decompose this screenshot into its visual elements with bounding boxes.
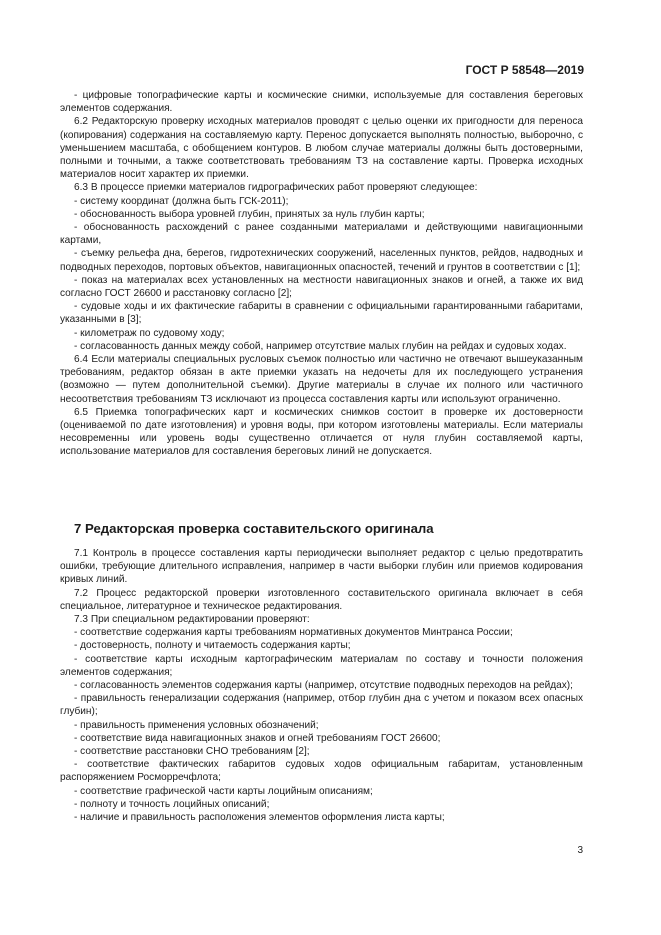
paragraph-7-3: 7.3 При специальном редактировании проверяют: xyxy=(74,614,310,626)
paragraph-6-2: 6.2 Редакторскую проверку исходных материалов проводят с целью оценки их пригодности для переноса (копирования) содержания на составляемую карту. Перенос допускается выполнять полностью, выборочно, с уменьшением масштаба, с обобщением контуров. В любом случае материалы должны быть достоверными, полными и точными, а также соответствовать требованиям ТЗ на составление карты. Проверка исходных материалов носит характер их приемки. xyxy=(60,116,583,181)
list-item: - показ на материалах всех установленных на местности навигационных знаков и огней, а также их вид согласно ГОСТ 26600 и расстановку согласно [2]; xyxy=(60,274,583,300)
list-item: - правильность генерализации содержания (например, отбор глубин дна с учетом и показом всех опасных глубин); xyxy=(60,693,583,718)
paragraph-6-4: 6.4 Если материалы специальных русловых съемок полностью или частично не отвечают вышеуказанным требованиям, редактор обязан в акте приемки указать на недочеты для их последующего устранения (возможно — путем дополнительной съемки). Другие материалы в случае их полного или частичного несоответствия требованиям ТЗ исключают из процесса составления карты или используют ограниченно. xyxy=(60,354,583,405)
list-item: - обоснованность выбора уровней глубин, принятых за нуль глубин карты; xyxy=(74,208,425,220)
page-number: 3 xyxy=(577,845,583,856)
list-item: - полноту и точность лоцийных описаний; xyxy=(74,798,270,810)
paragraph-6-3: 6.3 В процессе приемки материалов гидрографических работ проверяют следующее: xyxy=(74,182,478,194)
list-item: - соответствие содержания карты требованиям нормативных документов Минтранса России; xyxy=(74,627,513,639)
list-item: - согласованность данных между собой, например отсутствие малых глубин на рейдах и судовых ходах. xyxy=(74,340,567,352)
section-7-heading: 7 Редакторская проверка составительского оригинала xyxy=(74,521,434,536)
list-item: - правильность применения условных обозначений; xyxy=(74,719,319,731)
list-item: - обоснованность расхождений с ранее созданными материалами и действующими навигационными картами, xyxy=(60,222,583,247)
list-item: - съемку рельефа дна, берегов, гидротехнических сооружений, населенных пунктов, рейдов, надводных и подводных переходов, портовых объектов, навигационных опасностей, течений и грунтов в соответствии с [1]; xyxy=(60,248,583,273)
list-item: - километраж по судовому ходу; xyxy=(74,327,225,339)
list-item: - соответствие вида навигационных знаков и огней требованиям ГОСТ 26600; xyxy=(74,732,441,744)
paragraph-7-1: 7.1 Контроль в процессе составления карты периодически выполняет редактор с целью предотвратить ошибки, требующие длительного исправления, например в части выборки глубин или приемов кодирования кривых линий. xyxy=(60,548,583,586)
list-item: - согласованность элементов содержания карты (например, отсутствие подводных переходов на рейдах); xyxy=(74,680,573,692)
section-7-body xyxy=(60,521,583,824)
list-item: - соответствие графической части карты лоцийным описаниям; xyxy=(74,785,373,797)
paragraph-6-5: 6.5 Приемка топографических карт и космических снимков состоит в проверке их достоверности (оцениваемой по дате изготовления) и уровня воды, при котором изготовлены материалы. Если материалы несовременны или уровень воды существенно отличается от нуля глубин составляемой карты, использование материалов для составления береговых линий не допускается. xyxy=(60,406,583,458)
list-item: - достоверность, полноту и читаемость содержания карты; xyxy=(74,640,351,652)
list-item: - цифровые топографические карты и космические снимки, используемые для составления береговых элементов содержания. xyxy=(60,90,583,115)
document-header: ГОСТ Р 58548—2019 xyxy=(465,63,584,77)
list-item: - судовые ходы и их фактические габариты в сравнении с официальными гарантированными габаритами, указанными в [3]; xyxy=(60,301,583,326)
list-item: - соответствие фактических габаритов судовых ходов официальным габаритам, установленным распоряжением Росморречфлота; xyxy=(60,759,583,784)
section-6-body xyxy=(60,89,583,459)
list-item: - соответствие расстановки СНО требованиям [2]; xyxy=(74,746,310,758)
list-item: - соответствие карты исходным картографическим материалам по составу и точности положения элементов содержания; xyxy=(60,653,583,678)
list-item: - наличие и правильность расположения элементов оформления листа карты; xyxy=(74,812,445,824)
paragraph-7-2: 7.2 Процесс редакторской проверки изготовленного составительского оригинала включает в себя специальное, литературное и техническое редактирования. xyxy=(60,587,583,612)
list-item: - систему координат (должна быть ГСК-2011); xyxy=(74,195,289,207)
